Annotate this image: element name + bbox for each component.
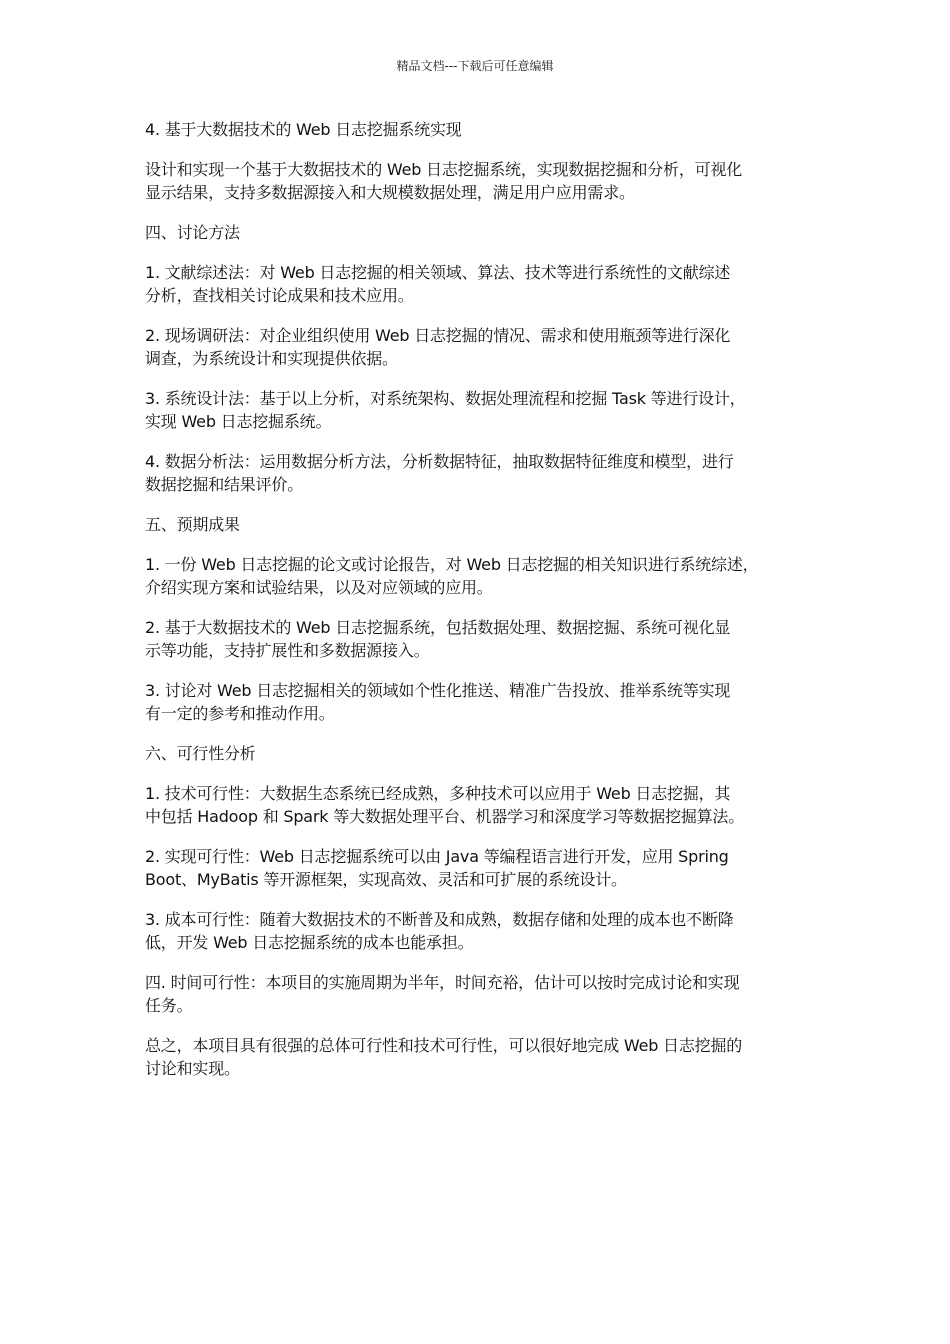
paragraph-feasibility-technical xyxy=(145,782,820,828)
text-line: 任务。 xyxy=(145,996,193,1015)
paragraph-method-1 xyxy=(145,261,820,307)
text-line: 1. 技术可行性：大数据生态系统已经成熟，多种技术可以应用于 Web 日志挖掘，其 xyxy=(145,784,731,803)
text-line: 示等功能，支持扩展性和多数据源接入。 xyxy=(145,641,430,660)
text-line: 中包括 Hadoop 和 Spark 等大数据处理平台、机器学习和深度学习等数据挖掘算法。 xyxy=(145,807,745,826)
paragraph-method-2 xyxy=(145,324,820,370)
paragraph-conclusion xyxy=(145,1034,820,1080)
paragraph-result-3 xyxy=(145,679,820,725)
text-line: 2. 基于大数据技术的 Web 日志挖掘系统，包括数据处理、数据挖掘、系统可视化显 xyxy=(145,618,731,637)
text-line: 四. 时间可行性：本项目的实施周期为半年，时间充裕，估计可以按时完成讨论和实现 xyxy=(145,973,740,992)
text-line: 总之，本项目具有很强的总体可行性和技术可行性，可以很好地完成 Web 日志挖掘的 xyxy=(145,1036,743,1055)
text-line: 实现 Web 日志挖掘系统。 xyxy=(145,412,332,431)
text-line: 调查，为系统设计和实现提供依据。 xyxy=(145,349,398,368)
paragraph-feasibility-implementation xyxy=(145,845,820,891)
text-line: 3. 系统设计法：基于以上分析，对系统架构、数据处理流程和挖掘 Task 等进行设计， xyxy=(145,389,746,408)
paragraph-method-3 xyxy=(145,387,820,433)
text-line: 1. 文献综述法：对 Web 日志挖掘的相关领域、算法、技术等进行系统性的文献综述 xyxy=(145,263,731,282)
document-body xyxy=(145,118,820,1097)
paragraph-feasibility-time xyxy=(145,971,820,1017)
text-line: 介绍实现方案和试验结果，以及对应领域的应用。 xyxy=(145,578,493,597)
paragraph-objective-4-detail xyxy=(145,158,820,204)
text-line: Boot、MyBatis 等开源框架，实现高效、灵活和可扩展的系统设计。 xyxy=(145,870,627,889)
text-line: 分析，查找相关讨论成果和技术应用。 xyxy=(145,286,414,305)
paragraph-method-4 xyxy=(145,450,820,496)
text-line: 讨论和实现。 xyxy=(145,1059,240,1078)
paragraph-result-2 xyxy=(145,616,820,662)
paragraph-result-1 xyxy=(145,553,820,599)
text-line: 3. 讨论对 Web 日志挖掘相关的领域如个性化推送、精准广告投放、推举系统等实现 xyxy=(145,681,731,700)
text-line: 3. 成本可行性：随着大数据技术的不断普及和成熟，数据存储和处理的成本也不断降 xyxy=(145,910,734,929)
text-line: 设计和实现一个基于大数据技术的 Web 日志挖掘系统，实现数据挖掘和分析，可视化 xyxy=(145,160,743,179)
section-heading-feasibility xyxy=(145,742,820,765)
text-line: 4. 数据分析法：运用数据分析方法，分析数据特征，抽取数据特征维度和模型，进行 xyxy=(145,452,734,471)
text-line: 2. 实现可行性：Web 日志挖掘系统可以由 Java 等编程语言进行开发，应用 Spring xyxy=(145,847,729,866)
section-heading-expected-results xyxy=(145,513,820,536)
section-heading-methods xyxy=(145,221,820,244)
text-line: 五、预期成果 xyxy=(145,515,240,534)
text-line: 低，开发 Web 日志挖掘系统的成本也能承担。 xyxy=(145,933,474,952)
section-heading-objective-4 xyxy=(145,118,820,141)
text-line: 1. 一份 Web 日志挖掘的论文或讨论报告，对 Web 日志挖掘的相关知识进行系统综述， xyxy=(145,555,759,574)
text-line: 显示结果，支持多数据源接入和大规模数据处理，满足用户应用需求。 xyxy=(145,183,635,202)
text-line: 四、讨论方法 xyxy=(145,223,240,242)
text-line: 六、可行性分析 xyxy=(145,744,256,763)
paragraph-feasibility-cost xyxy=(145,908,820,954)
text-line: 有一定的参考和推动作用。 xyxy=(145,704,335,723)
text-line: 2. 现场调研法：对企业组织使用 Web 日志挖掘的情况、需求和使用瓶颈等进行深化 xyxy=(145,326,731,345)
page-header: 精品文档---下载后可任意编辑 xyxy=(396,59,554,73)
text-line: 数据挖掘和结果评价。 xyxy=(145,475,304,494)
text-line: 4. 基于大数据技术的 Web 日志挖掘系统实现 xyxy=(145,120,462,139)
